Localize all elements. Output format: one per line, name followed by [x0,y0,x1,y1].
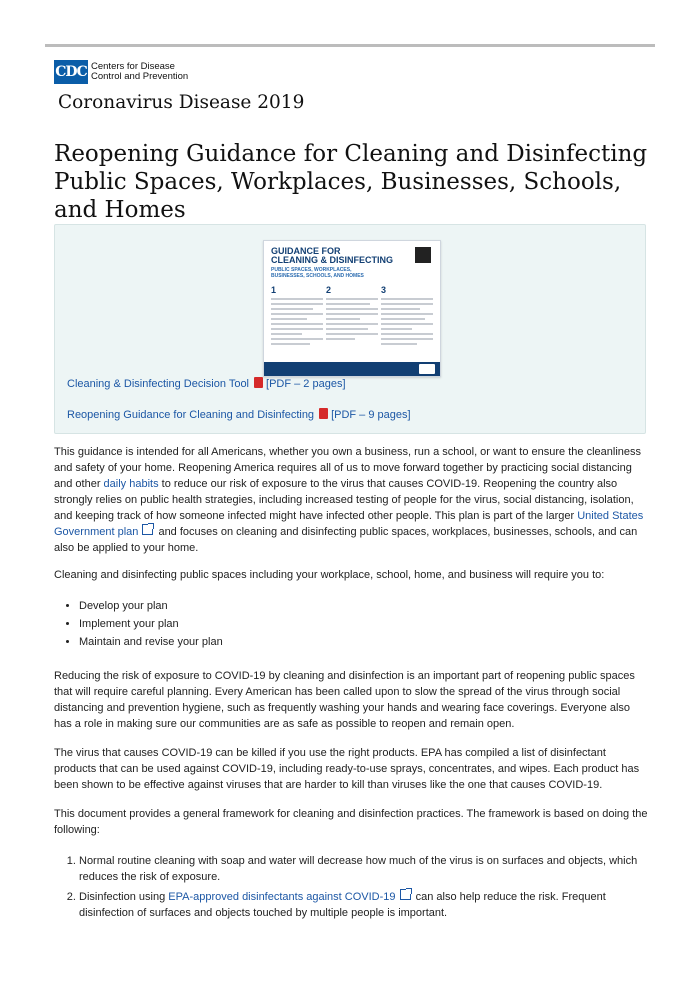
pdf-icon [319,408,328,419]
daily-habits-link[interactable]: daily habits [103,478,159,490]
guidance-thumbnail[interactable] [263,240,441,377]
thumb-step-column: 3 [381,285,433,357]
site-title[interactable]: Coronavirus Disease 2019 [58,92,305,113]
epa-disinfectants-link[interactable]: EPA-approved disinfectants against COVID-19 [168,891,396,903]
list-item: • Maintain and revise your plan [79,633,223,651]
framework-paragraph: This document provides a general framework for cleaning and disinfection practices. The framework is based on doing the following: [54,808,648,836]
thumb-step-column: 2 [326,285,378,357]
thumb-subtitle: PUBLIC SPACES, WORKPLACES, BUSINESSES, SCHOOLS, AND HOMES [271,267,364,279]
list-item: • Implement your plan [79,615,223,633]
steps-list [54,597,223,651]
steps-intro: Cleaning and disinfecting public spaces including your workplace, school, home, and business will require you to: [54,569,605,581]
cdc-logo-mark: CDC [54,60,88,84]
external-link-icon [142,524,153,535]
thumb-step-column: 1 [271,285,323,357]
reopening-guidance-link[interactable]: Reopening Guidance for Cleaning and Disinfecting [PDF – 9 pages] [67,409,411,421]
risk-paragraph: Reducing the risk of exposure to COVID-19 by cleaning and disinfection is an important part of reopening public spaces that will require careful planning. Every American has been called upon to slow the spread of the virus through social distancing and prevention hygiene, such as frequently washing your hands and wearing face coverings. Everyone also has a role in making sure our communities are as safe as possible to reopen and remain open. [54,670,635,730]
decision-tool-link[interactable]: Cleaning & Disinfecting Decision Tool [PDF – 2 pages] [67,378,346,390]
thumb-footer [264,362,440,376]
qr-code-icon [415,247,431,263]
intro-paragraph: This guidance is intended for all Americans, whether you own a business, run a school, or want to ensure the cleanliness and safety of your home. Reopening America requires all of us to move forward together by practicing social distancing and other daily habits to reduce our risk of exposure to the virus that causes COVID-19. Reopening the country also strongly relies on public health strategies, including increased testing of people for the virus, social distancing, isolation, and keeping track of how someone infected might have infected other people. This plan is part of the larger United States Government plan and focuses on cleaning and disinfecting public spaces, workplaces, businesses, schools, and can also be applied to your home. [54,446,644,554]
external-link-icon [400,889,411,900]
resources-panel [54,224,646,434]
cdc-logo-text: Centers for Disease Control and Prevention [91,61,189,82]
cdc-logo[interactable] [54,60,188,84]
pdf-icon [254,377,263,388]
us-government-plan-link[interactable]: United States Government plan [54,510,644,538]
list-item: • Develop your plan [79,597,223,615]
framework-list [54,853,663,925]
page-title: Reopening Guidance for Cleaning and Disinfecting Public Spaces, Workplaces, Businesses, Schools, and Homes [54,141,648,223]
list-item: 1. Normal routine cleaning with soap and water will decrease how much of the virus is on surfaces and objects, which reduces the risk of exposure. [79,853,663,885]
list-item: 2. Disinfection using EPA-approved disinfectants against COVID-19 can also help reduce the risk. Frequent disinfection of surfaces and objects touched by multiple people is important. [79,889,663,921]
epa-paragraph: The virus that causes COVID-19 can be killed if you use the right products. EPA has compiled a list of disinfectant products that can be used against COVID-19, including ready-to-use sprays, concentrates, and wipes. Each product has been shown to be effective against viruses that are harder to kill than viruses like the one that causes COVID-19. [54,747,640,791]
thumb-title: GUIDANCE FOR CLEANING & DISINFECTING [271,246,394,265]
top-divider [45,44,655,47]
cdc-mini-logo-icon [419,364,435,374]
